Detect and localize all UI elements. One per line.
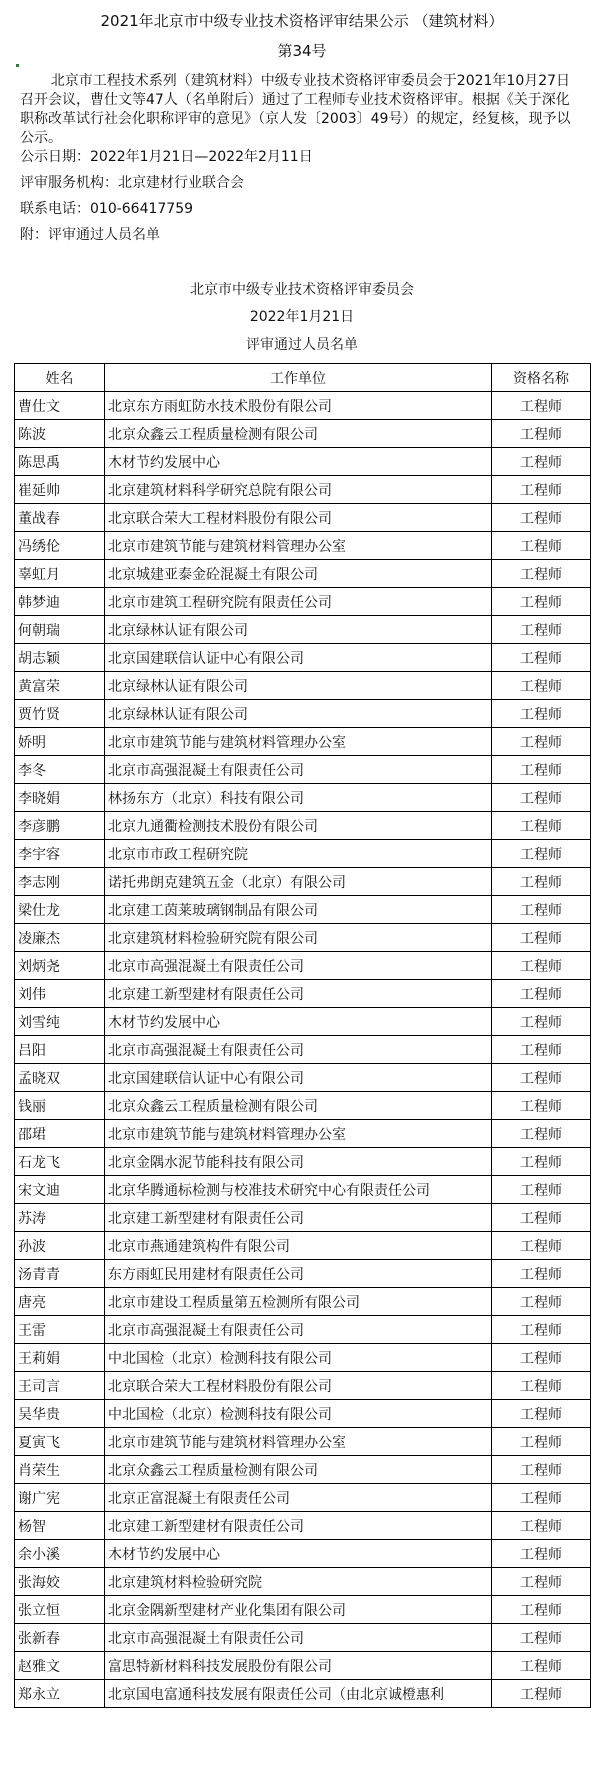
table-row bbox=[15, 952, 591, 980]
qualification-cell: 工程师 bbox=[492, 1456, 591, 1484]
approved-personnel-table bbox=[14, 363, 591, 1708]
work-unit-cell: 北京绿林认证有限公司 bbox=[105, 616, 492, 644]
qualification-cell: 工程师 bbox=[492, 1568, 591, 1596]
person-name-cell: 王雷 bbox=[15, 1316, 105, 1344]
header-unit: 工作单位 bbox=[105, 364, 492, 392]
qualification-cell: 工程师 bbox=[492, 924, 591, 952]
qualification-cell: 工程师 bbox=[492, 1652, 591, 1680]
person-name-cell: 李志刚 bbox=[15, 868, 105, 896]
table-row bbox=[15, 728, 591, 756]
person-name-cell: 何朝瑞 bbox=[15, 616, 105, 644]
qualification-cell: 工程师 bbox=[492, 1148, 591, 1176]
work-unit-cell: 北京市高强混凝土有限责任公司 bbox=[105, 1036, 492, 1064]
work-unit-cell: 北京市建筑节能与建筑材料管理办公室 bbox=[105, 1428, 492, 1456]
table-row bbox=[15, 532, 591, 560]
table-row bbox=[15, 1092, 591, 1120]
person-name-cell: 张新春 bbox=[15, 1624, 105, 1652]
table-row bbox=[15, 1512, 591, 1540]
person-name-cell: 孟晓双 bbox=[15, 1064, 105, 1092]
work-unit-cell: 北京众鑫云工程质量检测有限公司 bbox=[105, 1092, 492, 1120]
table-row bbox=[15, 476, 591, 504]
qualification-cell: 工程师 bbox=[492, 1288, 591, 1316]
table-row bbox=[15, 700, 591, 728]
table-row bbox=[15, 560, 591, 588]
work-unit-cell: 北京市高强混凝土有限责任公司 bbox=[105, 952, 492, 980]
sign-date: 2022年1月21日 bbox=[249, 309, 355, 325]
qualification-cell: 工程师 bbox=[492, 1596, 591, 1624]
work-unit-cell: 北京联合荣大工程材料股份有限公司 bbox=[105, 504, 492, 532]
qualification-cell: 工程师 bbox=[492, 1008, 591, 1036]
work-unit-cell: 北京建工新型建材有限责任公司 bbox=[105, 1204, 492, 1232]
work-unit-cell: 北京联合荣大工程材料股份有限公司 bbox=[105, 1372, 492, 1400]
qualification-cell: 工程师 bbox=[492, 420, 591, 448]
work-unit-cell: 北京金隅水泥节能科技有限公司 bbox=[105, 1148, 492, 1176]
table-row bbox=[15, 1204, 591, 1232]
work-unit-cell: 北京建筑材料科学研究总院有限公司 bbox=[105, 476, 492, 504]
person-name-cell: 胡志颖 bbox=[15, 644, 105, 672]
person-name-cell: 邵珺 bbox=[15, 1120, 105, 1148]
person-name-cell: 李彦鹏 bbox=[15, 812, 105, 840]
notice-title: 2021年北京市中级专业技术资格评审结果公示 （建筑材料） bbox=[100, 12, 504, 30]
person-name-cell: 李冬 bbox=[15, 756, 105, 784]
person-name-cell: 苏涛 bbox=[15, 1204, 105, 1232]
table-row bbox=[15, 1540, 591, 1568]
table-row bbox=[15, 1064, 591, 1092]
table-row bbox=[15, 784, 591, 812]
work-unit-cell: 北京市建筑节能与建筑材料管理办公室 bbox=[105, 532, 492, 560]
person-name-cell: 吴华贵 bbox=[15, 1400, 105, 1428]
table-row bbox=[15, 1652, 591, 1680]
work-unit-cell: 北京城建亚泰金砼混凝土有限公司 bbox=[105, 560, 492, 588]
table-row bbox=[15, 1484, 591, 1512]
qualification-cell: 工程师 bbox=[492, 756, 591, 784]
work-unit-cell: 木材节约发展中心 bbox=[105, 1540, 492, 1568]
work-unit-cell: 北京绿林认证有限公司 bbox=[105, 700, 492, 728]
qualification-cell: 工程师 bbox=[492, 840, 591, 868]
table-row bbox=[15, 1456, 591, 1484]
table-row bbox=[15, 924, 591, 952]
person-name-cell: 韩梦迪 bbox=[15, 588, 105, 616]
person-name-cell: 王莉娟 bbox=[15, 1344, 105, 1372]
work-unit-cell: 北京国建联信认证中心有限公司 bbox=[105, 1064, 492, 1092]
work-unit-cell: 北京市高强混凝土有限责任公司 bbox=[105, 1624, 492, 1652]
attachment-note: 附：评审通过人员名单 bbox=[20, 227, 160, 243]
person-name-cell: 唐亮 bbox=[15, 1288, 105, 1316]
qualification-cell: 工程师 bbox=[492, 812, 591, 840]
person-name-cell: 杨智 bbox=[15, 1512, 105, 1540]
service-agency: 评审服务机构：北京建材行业联合会 bbox=[20, 175, 244, 191]
person-name-cell: 李宇容 bbox=[15, 840, 105, 868]
table-row bbox=[15, 980, 591, 1008]
header-qualification: 资格名称 bbox=[492, 364, 591, 392]
table-row bbox=[15, 644, 591, 672]
person-name-cell: 余小溪 bbox=[15, 1540, 105, 1568]
person-name-cell: 娇明 bbox=[15, 728, 105, 756]
person-name-cell: 曹仕文 bbox=[15, 392, 105, 420]
work-unit-cell: 北京市燕通建筑构件有限公司 bbox=[105, 1232, 492, 1260]
person-name-cell: 张立恒 bbox=[15, 1596, 105, 1624]
qualification-cell: 工程师 bbox=[492, 1232, 591, 1260]
work-unit-cell: 北京市建筑节能与建筑材料管理办公室 bbox=[105, 1120, 492, 1148]
qualification-cell: 工程师 bbox=[492, 784, 591, 812]
work-unit-cell: 北京建筑材料检验研究院有限公司 bbox=[105, 924, 492, 952]
person-name-cell: 王司言 bbox=[15, 1372, 105, 1400]
work-unit-cell: 北京众鑫云工程质量检测有限公司 bbox=[105, 1456, 492, 1484]
work-unit-cell: 北京建工新型建材有限责任公司 bbox=[105, 980, 492, 1008]
work-unit-cell: 木材节约发展中心 bbox=[105, 1008, 492, 1036]
work-unit-cell: 北京市建筑节能与建筑材料管理办公室 bbox=[105, 728, 492, 756]
committee-name: 北京市中级专业技术资格评审委员会 bbox=[190, 282, 414, 298]
work-unit-cell: 北京九通衢检测技术股份有限公司 bbox=[105, 812, 492, 840]
table-row bbox=[15, 588, 591, 616]
table-row bbox=[15, 756, 591, 784]
qualification-cell: 工程师 bbox=[492, 728, 591, 756]
table-row bbox=[15, 1344, 591, 1372]
table-row bbox=[15, 1288, 591, 1316]
person-name-cell: 宋文迪 bbox=[15, 1176, 105, 1204]
work-unit-cell: 中北国检（北京）检测科技有限公司 bbox=[105, 1400, 492, 1428]
notice-paragraph: 北京市工程技术系列（建筑材料）中级专业技术资格评审委员会于2021年10月27日召开会议，曹仕文等47人（名单附后）通过了工程师专业技术资格评审。根据《关于深化职称改革试行社会化职称评审的意见》（京人发〔2003〕49号）的规定，经复核，现予以公示。 bbox=[20, 73, 571, 146]
table-row bbox=[15, 1568, 591, 1596]
header-name: 姓名 bbox=[15, 364, 105, 392]
qualification-cell: 工程师 bbox=[492, 1624, 591, 1652]
qualification-cell: 工程师 bbox=[492, 1120, 591, 1148]
table-row bbox=[15, 1008, 591, 1036]
qualification-cell: 工程师 bbox=[492, 1064, 591, 1092]
table-row bbox=[15, 896, 591, 924]
person-name-cell: 郑永立 bbox=[15, 1680, 105, 1708]
qualification-cell: 工程师 bbox=[492, 644, 591, 672]
person-name-cell: 崔延帅 bbox=[15, 476, 105, 504]
work-unit-cell: 北京正富混凝土有限责任公司 bbox=[105, 1484, 492, 1512]
person-name-cell: 夏寅飞 bbox=[15, 1428, 105, 1456]
person-name-cell: 陈思禹 bbox=[15, 448, 105, 476]
person-name-cell: 凌廉杰 bbox=[15, 924, 105, 952]
qualification-cell: 工程师 bbox=[492, 476, 591, 504]
work-unit-cell: 北京市高强混凝土有限责任公司 bbox=[105, 756, 492, 784]
work-unit-cell: 北京华腾通标检测与校准技术研究中心有限责任公司 bbox=[105, 1176, 492, 1204]
table-row bbox=[15, 504, 591, 532]
table-row bbox=[15, 1372, 591, 1400]
table-row bbox=[15, 1120, 591, 1148]
qualification-cell: 工程师 bbox=[492, 532, 591, 560]
qualification-cell: 工程师 bbox=[492, 1092, 591, 1120]
person-name-cell: 刘雪纯 bbox=[15, 1008, 105, 1036]
qualification-cell: 工程师 bbox=[492, 448, 591, 476]
person-name-cell: 汤青青 bbox=[15, 1260, 105, 1288]
work-unit-cell: 北京市建筑工程研究院有限责任公司 bbox=[105, 588, 492, 616]
qualification-cell: 工程师 bbox=[492, 1428, 591, 1456]
qualification-cell: 工程师 bbox=[492, 1512, 591, 1540]
qualification-cell: 工程师 bbox=[492, 1260, 591, 1288]
person-name-cell: 张海姣 bbox=[15, 1568, 105, 1596]
corner-mark bbox=[16, 64, 19, 67]
person-name-cell: 吕阳 bbox=[15, 1036, 105, 1064]
qualification-cell: 工程师 bbox=[492, 560, 591, 588]
qualification-cell: 工程师 bbox=[492, 1204, 591, 1232]
person-name-cell: 石龙飞 bbox=[15, 1148, 105, 1176]
work-unit-cell: 富思特新材料科技发展股份有限公司 bbox=[105, 1652, 492, 1680]
work-unit-cell: 北京东方雨虹防水技术股份有限公司 bbox=[105, 392, 492, 420]
person-name-cell: 刘炳尧 bbox=[15, 952, 105, 980]
person-name-cell: 梁仕龙 bbox=[15, 896, 105, 924]
qualification-cell: 工程师 bbox=[492, 1316, 591, 1344]
qualification-cell: 工程师 bbox=[492, 1344, 591, 1372]
table-row bbox=[15, 1596, 591, 1624]
person-name-cell: 肖荣生 bbox=[15, 1456, 105, 1484]
qualification-cell: 工程师 bbox=[492, 504, 591, 532]
person-name-cell: 孙波 bbox=[15, 1232, 105, 1260]
work-unit-cell: 北京金隅新型建材产业化集团有限公司 bbox=[105, 1596, 492, 1624]
work-unit-cell: 北京市建设工程质量第五检测所有限公司 bbox=[105, 1288, 492, 1316]
person-name-cell: 辜虹月 bbox=[15, 560, 105, 588]
table-row bbox=[15, 1680, 591, 1708]
qualification-cell: 工程师 bbox=[492, 1484, 591, 1512]
work-unit-cell: 诺托弗朗克建筑五金（北京）有限公司 bbox=[105, 868, 492, 896]
list-title: 评审通过人员名单 bbox=[246, 337, 358, 353]
work-unit-cell: 中北国检（北京）检测科技有限公司 bbox=[105, 1344, 492, 1372]
table-row bbox=[15, 1624, 591, 1652]
table-row bbox=[15, 448, 591, 476]
person-name-cell: 陈波 bbox=[15, 420, 105, 448]
qualification-cell: 工程师 bbox=[492, 588, 591, 616]
qualification-cell: 工程师 bbox=[492, 980, 591, 1008]
table-row bbox=[15, 868, 591, 896]
qualification-cell: 工程师 bbox=[492, 392, 591, 420]
person-name-cell: 贾竹贤 bbox=[15, 700, 105, 728]
work-unit-cell: 北京国电富通科技发展有限责任公司（由北京诚橙惠利 bbox=[105, 1680, 492, 1708]
table-row bbox=[15, 1176, 591, 1204]
table-row bbox=[15, 840, 591, 868]
work-unit-cell: 北京建筑材料检验研究院 bbox=[105, 1568, 492, 1596]
qualification-cell: 工程师 bbox=[492, 1036, 591, 1064]
person-name-cell: 钱丽 bbox=[15, 1092, 105, 1120]
table-row bbox=[15, 812, 591, 840]
qualification-cell: 工程师 bbox=[492, 1540, 591, 1568]
work-unit-cell: 林扬东方（北京）科技有限公司 bbox=[105, 784, 492, 812]
qualification-cell: 工程师 bbox=[492, 896, 591, 924]
person-name-cell: 黄富荣 bbox=[15, 672, 105, 700]
table-row bbox=[15, 1232, 591, 1260]
table-row bbox=[15, 392, 591, 420]
work-unit-cell: 北京市高强混凝土有限责任公司 bbox=[105, 1316, 492, 1344]
contact-phone: 联系电话：010-66417759 bbox=[20, 201, 194, 217]
table-row bbox=[15, 1316, 591, 1344]
table-row bbox=[15, 1428, 591, 1456]
person-name-cell: 李晓娟 bbox=[15, 784, 105, 812]
table-row bbox=[15, 616, 591, 644]
notice-number: 第34号 bbox=[277, 42, 327, 60]
work-unit-cell: 北京建工茵莱玻璃钢制品有限公司 bbox=[105, 896, 492, 924]
work-unit-cell: 北京建工新型建材有限责任公司 bbox=[105, 1512, 492, 1540]
person-name-cell: 董战春 bbox=[15, 504, 105, 532]
qualification-cell: 工程师 bbox=[492, 1400, 591, 1428]
table-row bbox=[15, 420, 591, 448]
publicity-dates: 公示日期：2022年1月21日—2022年2月11日 bbox=[20, 149, 313, 165]
work-unit-cell: 北京国建联信认证中心有限公司 bbox=[105, 644, 492, 672]
work-unit-cell: 北京市市政工程研究院 bbox=[105, 840, 492, 868]
table-row bbox=[15, 672, 591, 700]
qualification-cell: 工程师 bbox=[492, 1176, 591, 1204]
qualification-cell: 工程师 bbox=[492, 952, 591, 980]
person-name-cell: 赵雅文 bbox=[15, 1652, 105, 1680]
qualification-cell: 工程师 bbox=[492, 700, 591, 728]
qualification-cell: 工程师 bbox=[492, 1680, 591, 1708]
person-name-cell: 谢广宪 bbox=[15, 1484, 105, 1512]
table-row bbox=[15, 1036, 591, 1064]
work-unit-cell: 北京众鑫云工程质量检测有限公司 bbox=[105, 420, 492, 448]
qualification-cell: 工程师 bbox=[492, 868, 591, 896]
table-header-row bbox=[15, 364, 591, 392]
person-name-cell: 刘伟 bbox=[15, 980, 105, 1008]
work-unit-cell: 木材节约发展中心 bbox=[105, 448, 492, 476]
table-row bbox=[15, 1260, 591, 1288]
qualification-cell: 工程师 bbox=[492, 616, 591, 644]
person-name-cell: 冯绣伦 bbox=[15, 532, 105, 560]
table-row bbox=[15, 1148, 591, 1176]
work-unit-cell: 北京绿林认证有限公司 bbox=[105, 672, 492, 700]
qualification-cell: 工程师 bbox=[492, 1372, 591, 1400]
work-unit-cell: 东方雨虹民用建材有限责任公司 bbox=[105, 1260, 492, 1288]
qualification-cell: 工程师 bbox=[492, 672, 591, 700]
table-row bbox=[15, 1400, 591, 1428]
